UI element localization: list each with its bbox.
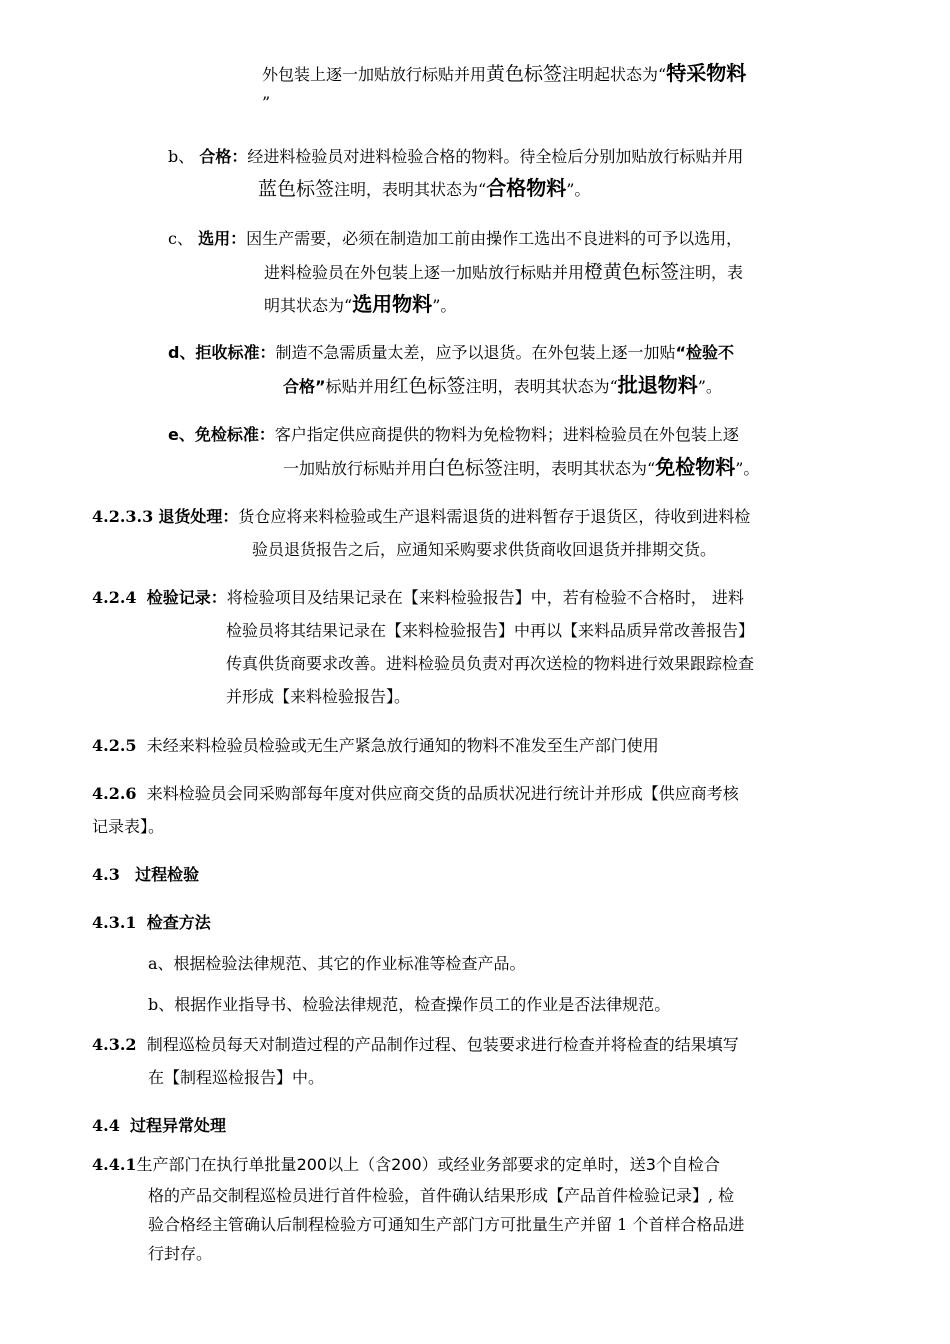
para-e-title: e、免检标准： [168, 425, 275, 444]
para-d-line-1: d、拒收标准：制造不急需质量太差，应予以退货。在外包装上逐一加贴“检验不 [168, 343, 735, 362]
para-a-line-1: 外包装上逐一加贴放行标贴并用黄色标签注明起状态为“特采物料 [262, 61, 747, 85]
section-4-2-3-3-line-1: 4.2.3.3 退货处理：货仓应将来料检验或生产退料需退货的进料暂存于退货区，待收到进料检 [92, 507, 751, 526]
para-c-line-1: c、 选用：因生产需要，必须在制造加工前由操作工选出不良进料的可予以选用， [168, 229, 743, 248]
section-4-4-heading: 4.4 过程异常处理 [92, 1116, 227, 1135]
para-c-title: 选用： [198, 229, 247, 248]
section-4-2-3-3-title: 退货处理： [158, 507, 239, 526]
status-special: 特采物料 [666, 61, 747, 85]
status-exempt: 免检物料 [655, 455, 736, 479]
section-4-4-1-line-2: 格的产品交制程巡检员进行首件检验，首件确认结果形成【产品首件检验记录】, 检 [148, 1186, 735, 1205]
para-b-line-2: 蓝色标签注明，表明其状态为“合格物料”。 [258, 176, 591, 200]
section-4-4-1-line-3: 验合格经主管确认后制程检验方可通知生产部门方可批量生产并留 1 个首样合格品进 [148, 1215, 745, 1234]
section-4-2-4-title: 检验记录： [146, 588, 227, 607]
para-b-line-1: b、 合格：经进料检验员对进料检验合格的物料。待全检后分别加贴放行标贴并用 [168, 147, 744, 166]
orange-label-text: 橙黄色标签 [584, 261, 680, 283]
section-4-2-5: 4.2.5 未经来料检验员检验或无生产紧急放行通知的物料不准发至生产部门使用 [92, 736, 659, 755]
section-4-3-2-line-2: 在【制程巡检报告】中。 [148, 1068, 325, 1087]
section-4-2-4-line-4: 并形成【来料检验报告】。 [226, 687, 411, 706]
section-4-2-3-3-line-2: 验员退货报告之后，应通知采购要求供货商收回退货并排期交货。 [252, 540, 717, 559]
para-d-title: d、拒收标准： [168, 343, 276, 362]
section-4-4-1-line-4: 行封存。 [148, 1244, 213, 1263]
para-c-line-2: 进料检验员在外包装上逐一加贴放行标贴并用橙黄色标签注明，表 [264, 261, 744, 283]
para-b-title: 合格： [199, 147, 248, 166]
section-4-2-6-line-1: 4.2.6 来料检验员会同采购部每年度对供应商交货的品质状况进行统计并形成【供应商考核 [92, 784, 739, 803]
status-rejected: 批退物料 [617, 373, 698, 397]
yellow-label-text: 黄色标签 [486, 63, 563, 85]
section-4-3-1-item-b: b、根据作业指导书、检验法律规范，检查操作员工的作业是否法律规范。 [148, 995, 671, 1014]
para-c-line-3: 明其状态为“选用物料”。 [264, 292, 457, 316]
section-4-2-4-line-2: 检验员将其结果记录在【来料检验报告】中再以【来料品质异常改善报告】 [226, 621, 755, 640]
para-e-line-1: e、免检标准：客户指定供应商提供的物料为免检物料；进料检验员在外包装上逐 [168, 425, 739, 444]
section-4-4-1-line-1: 4.4.1生产部门在执行单批量200以上（含200）或经业务部要求的定单时，送3个自检合 [92, 1155, 720, 1174]
para-e-line-2: 一加贴放行标贴并用白色标签注明，表明其状态为“免检物料”。 [283, 455, 760, 479]
para-a-line-2: ” [262, 93, 271, 112]
red-label-text: 红色标签 [389, 375, 466, 397]
status-selected: 选用物料 [352, 292, 433, 316]
white-label-text: 白色标签 [427, 457, 504, 479]
section-4-2-4-line-1: 4.2.4 检验记录：将检验项目及结果记录在【来料检验报告】中，若有检验不合格时， 进料 [92, 588, 744, 607]
section-4-2-6-line-2: 记录表】。 [92, 817, 165, 836]
section-4-2-4-line-3: 传真供货商要求改善。进料检验员负责对再次送检的物料进行效果跟踪检查 [226, 654, 755, 673]
section-4-3-1-heading: 4.3.1 检查方法 [92, 913, 211, 932]
para-d-line-2: 合格”标贴并用红色标签注明，表明其状态为“批退物料”。 [283, 373, 722, 397]
section-4-3-heading: 4.3 过程检验 [92, 865, 200, 884]
status-qualified: 合格物料 [486, 176, 567, 200]
section-4-3-2-line-1: 4.3.2 制程巡检员每天对制造过程的产品制作过程、包装要求进行检查并将检查的结果填写 [92, 1035, 739, 1054]
blue-label-text: 蓝色标签 [258, 178, 335, 200]
section-4-3-1-item-a: a、根据检验法律规范、其它的作业标准等检查产品。 [148, 954, 526, 973]
